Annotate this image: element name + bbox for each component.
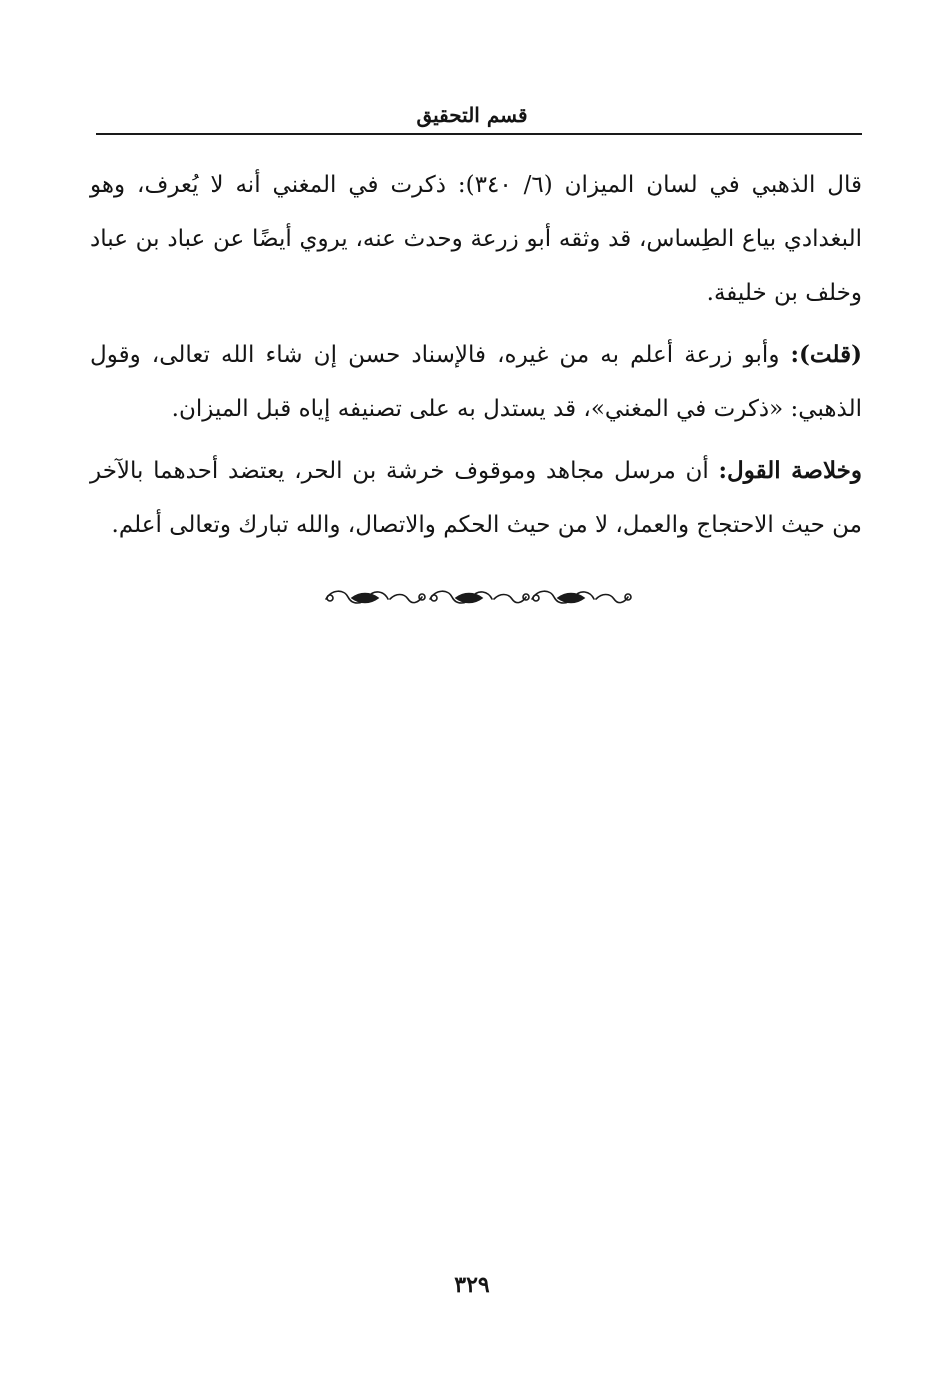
ornament-unit-2 [430, 591, 529, 603]
header-rule [96, 133, 862, 135]
ornament-unit-1 [326, 591, 425, 603]
body-text [90, 158, 862, 560]
ornament-unit-3 [532, 591, 631, 603]
floral-divider-icon [322, 583, 632, 613]
running-header: قسم التحقيق [416, 103, 528, 127]
paragraph-1 [90, 158, 862, 320]
paragraph-2 [90, 328, 862, 436]
page-number: ٣٢٩ [454, 1272, 490, 1298]
paragraph-2-lead: (قلت): [790, 341, 862, 368]
paragraph-3-lead: وخلاصة القول: [718, 457, 862, 484]
paragraph-2-text: وأبو زرعة أعلم به من غيره، فالإسناد حسن إن شاء الله تعالى، وقول الذهبي: «ذكرت في المغني»، قد يستدل به على تصنيفه إياه قبل الميزان. [90, 342, 862, 422]
paragraph-1-text: قال الذهبي في لسان الميزان (٦/ ٣٤٠): ذكرت في المغني أنه لا يُعرف، وهو البغدادي بياع الطِساس، قد وثقه أبو زرعة وحدث عنه، يروي أيضًا عن عباد بن عباد وخلف بن خليفة. [90, 172, 863, 306]
paragraph-3-text: أن مرسل مجاهد وموقوف خرشة بن الحر، يعتضد أحدهما بالآخر من حيث الاحتجاج والعمل، لا من حيث الحكم والاتصال، والله تبارك وتعالى أعلم. [90, 458, 862, 538]
paragraph-3 [90, 444, 862, 552]
